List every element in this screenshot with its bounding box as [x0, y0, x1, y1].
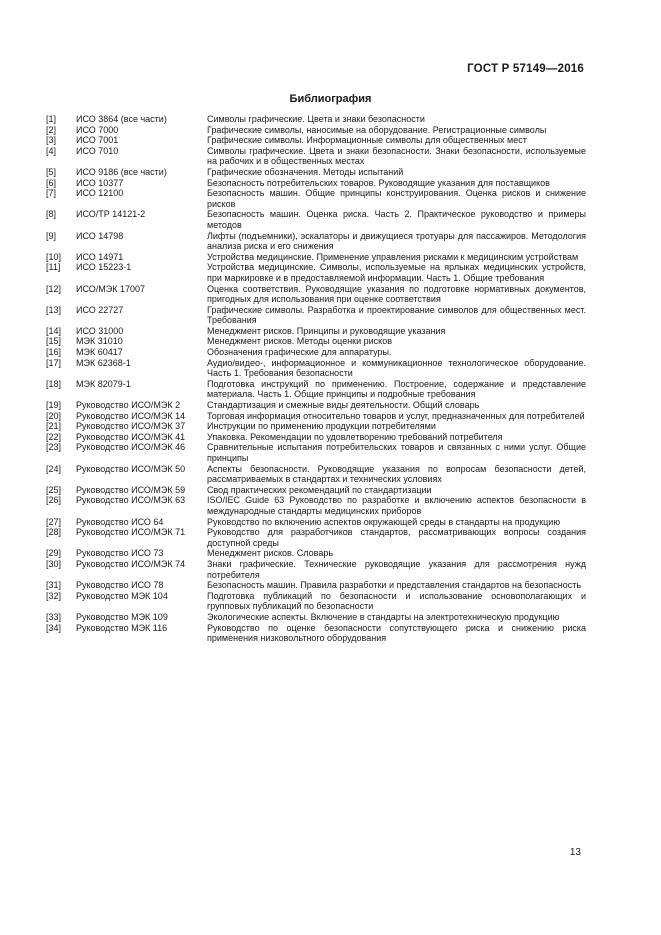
entry-number: [17]: [46, 357, 62, 368]
entry-document: ИСО 31000: [76, 325, 124, 336]
bibliography-entry: [46, 400, 586, 411]
entry-number: [12]: [46, 283, 62, 294]
entry-document: ИСО 14971: [76, 251, 124, 262]
entry-title: Оценка соответствия. Руководящие указания по подготовке нормативных документов, пригодных для использования при оценке соответствия: [207, 283, 586, 305]
bibliography-entry: [46, 464, 586, 485]
entry-title: Свод практических рекомендаций по стандартизации: [207, 484, 432, 495]
entry-document: Руководство ИСО/МЭК 41: [76, 431, 186, 442]
entry-number: [6]: [46, 177, 57, 188]
entry-number: [11]: [46, 262, 61, 273]
entry-number: [26]: [46, 495, 62, 506]
bibliography-entry: [46, 548, 586, 559]
entry-number: [16]: [46, 347, 62, 358]
bibliography-entry: [46, 125, 586, 136]
entry-number: [3]: [46, 135, 57, 146]
entry-number: [2]: [46, 124, 57, 135]
bibliography-entry: [46, 591, 586, 612]
entry-document: МЭК 60417: [76, 347, 123, 358]
entry-number: [25]: [46, 484, 62, 495]
entry-title: Безопасность машин. Оценка риска. Часть 2. Практическое руководство и примеры методов: [207, 209, 586, 230]
entry-number: [34]: [46, 622, 62, 633]
entry-document: ИСО/ТР 14121-2: [76, 209, 146, 220]
entry-document: Руководство ИСО 73: [76, 548, 164, 559]
entry-number: [24]: [46, 463, 62, 474]
entry-title: Безопасность машин. Общие принципы конструирования. Оценка рисков и снижение рисков: [207, 188, 586, 209]
entry-number: [19]: [46, 400, 62, 411]
entry-number: [32]: [46, 590, 62, 601]
entry-document: Руководство ИСО/МЭК 50: [76, 463, 186, 474]
entry-title: Обозначения графические для аппаратуры.: [207, 347, 392, 358]
entry-title: Графические обозначения. Методы испытаний: [207, 166, 404, 177]
entry-title: Знаки графические. Технические руководящие указания для рассмотрения нужд потребителя: [207, 558, 586, 580]
entry-number: [23]: [46, 442, 62, 453]
bibliography-entry: [46, 114, 586, 125]
entry-title: Руководство для разработчиков стандартов, рассматривающих вопросы создания доступной среды: [207, 527, 586, 548]
bibliography-entry: [46, 167, 586, 178]
bibliography-entry: [46, 326, 586, 337]
entry-document: Руководство ИСО/МЭК 74: [76, 558, 186, 569]
entry-number: [9]: [46, 230, 57, 241]
entry-document: ИСО 7001: [76, 135, 119, 146]
entry-number: [10]: [46, 251, 62, 262]
entry-title: Графические символы. Разработка и проектирование символов для общественных мест. Требования: [207, 304, 586, 326]
entry-document: Руководство ИСО/МЭК 2: [76, 400, 181, 411]
entry-number: [30]: [46, 558, 62, 569]
entry-document: Руководство МЭК 109: [76, 611, 168, 622]
bibliography-entry: [46, 209, 586, 230]
bibliography-title: Библиография: [289, 93, 372, 105]
bibliography-entry: [46, 252, 586, 263]
bibliography-entry: [46, 432, 586, 443]
entry-title: Руководство по оценке безопасности сопутствующего риска и снижению риска применения низковольтного оборудования: [207, 622, 586, 644]
entry-number: [13]: [46, 304, 62, 315]
entry-title: Устройства медицинские. Применение управления рисками к медицинским устройствам: [207, 251, 579, 262]
bibliography-entry: [46, 347, 586, 358]
entry-title: Символы графические. Цвета и знаки безопасности. Знаки безопасности, используемые на рабочих и в общественных местах: [207, 145, 586, 167]
entry-document: Руководство ИСО/МЭК 59: [76, 484, 186, 495]
bibliography-entry: [46, 262, 586, 283]
bibliography-entry: [46, 517, 586, 528]
entry-document: Руководство МЭК 116: [76, 622, 168, 633]
entry-document: ИСО 15223-1: [76, 262, 132, 273]
entry-title: ISO/IEC Guide 63 Руководство по разработке и включению аспектов безопасности в международные стандарты медицинских приборов: [207, 495, 586, 516]
entry-number: [18]: [46, 378, 62, 389]
entry-number: [5]: [46, 166, 57, 177]
entry-title: Устройства медицинские. Символы, используемые на ярлыках медицинских устройств, при маркировке и в предоставляемой информации. Часть 1. Общие требования: [207, 262, 586, 283]
entry-document: МЭК 82079-1: [76, 378, 131, 389]
entry-number: [14]: [46, 325, 62, 336]
entry-number: [15]: [46, 336, 62, 347]
entry-title: Лифты (подъемники), эскалаторы и движущиеся тротуары для пассажиров. Методология анализа риска и его снижения: [207, 230, 586, 252]
entry-number: [1]: [46, 114, 57, 124]
entry-title: Графические символы. Информационные символы для общественных мест: [207, 135, 527, 146]
entry-document: ИСО 7000: [76, 124, 119, 135]
entry-document: МЭК 31010: [76, 336, 123, 347]
entry-title: Аспекты безопасности. Руководящие указания по вопросам безопасности детей, рассматриваемых в стандартах и технических условиях: [207, 463, 586, 485]
entry-title: Упаковка. Рекомендации по удовлетворению требований потребителя: [207, 431, 503, 442]
entry-number: [21]: [46, 421, 62, 432]
entry-number: [8]: [46, 209, 57, 220]
bibliography-entry: [46, 379, 586, 400]
bibliography-entry: [46, 442, 586, 463]
bibliography-entry: [46, 336, 586, 347]
bibliography-entry: [46, 559, 586, 580]
entry-document: ИСО 9186 (все части): [76, 166, 167, 177]
bibliography-entry: [46, 178, 586, 189]
bibliography-entry: [46, 135, 586, 146]
entry-document: ИСО 3864 (все части): [76, 114, 167, 124]
entry-number: [7]: [46, 188, 57, 199]
bibliography-entry: [46, 527, 586, 548]
entry-document: Руководство ИСО 64: [76, 516, 164, 527]
entry-title: Экологические аспекты. Включение в стандарты на электротехническую продукцию: [207, 611, 560, 622]
entry-document: МЭК 62368-1: [76, 357, 131, 368]
entry-number: [29]: [46, 548, 62, 559]
entry-document: Руководство ИСО/МЭК 71: [76, 527, 186, 538]
entry-document: Руководство ИСО/МЭК 46: [76, 442, 186, 453]
bibliography-list: [46, 114, 586, 644]
entry-title: Безопасность машин. Правила разработки и представления стандартов на безопасность: [207, 580, 582, 591]
bibliography-entry: [46, 146, 586, 167]
entry-number: [22]: [46, 431, 62, 442]
entry-number: [28]: [46, 527, 62, 538]
document-header-standard: ГОСТ Р 57149—2016: [467, 63, 584, 75]
entry-document: ИСО/МЭК 17007: [76, 283, 146, 294]
entry-title: Графические символы, наносимые на оборудование. Регистрационные символы: [207, 124, 547, 135]
entry-title: Инструкции по применению продукции потребителями: [207, 421, 436, 432]
bibliography-entry: [46, 485, 586, 496]
bibliography-entry: [46, 358, 586, 379]
bibliography-entry: [46, 411, 586, 422]
entry-title: Руководство по включению аспектов окружающей среды в стандарты на продукцию: [207, 516, 561, 527]
entry-title: Безопасность потребительских товаров. Руководящие указания для поставщиков: [207, 177, 550, 188]
entry-number: [27]: [46, 516, 62, 527]
entry-document: ИСО 14798: [76, 230, 124, 241]
bibliography-entry: [46, 421, 586, 432]
entry-number: [31]: [46, 580, 62, 591]
entry-title: Аудио/видео-, информационное и коммуникационное технологическое оборудование. Часть 1. Требования безопасности: [207, 357, 586, 379]
bibliography-entry: [46, 188, 586, 209]
entry-document: ИСО 12100: [76, 188, 124, 199]
entry-document: ИСО 10377: [76, 177, 124, 188]
bibliography-entry: [46, 623, 586, 644]
bibliography-entry: [46, 305, 586, 326]
entry-title: Менеджмент рисков. Принципы и руководящие указания: [207, 325, 446, 336]
bibliography-entry: [46, 495, 586, 516]
entry-document: Руководство ИСО 78: [76, 580, 164, 591]
page-number: 13: [569, 847, 581, 858]
entry-title: Подготовка инструкций по применению. Построение, содержание и представление материала. Часть 1. Общие принципы и подробные требования: [207, 378, 586, 400]
entry-title: Торговая информация относительно товаров и услуг, предназначенных для потребителей: [207, 410, 585, 421]
entry-document: Руководство ИСО/МЭК 14: [76, 410, 186, 421]
entry-title: Менеджмент рисков. Словарь: [207, 548, 334, 559]
entry-document: Руководство ИСО/МЭК 63: [76, 495, 186, 506]
entry-title: Стандартизация и смежные виды деятельности. Общий словарь: [207, 400, 480, 411]
entry-title: Сравнительные испытания потребительских товаров и связанных с ними услуг. Общие принципы: [207, 442, 586, 463]
entry-title: Менеджмент рисков. Методы оценки рисков: [207, 336, 393, 347]
bibliography-entry: [46, 580, 586, 591]
entry-document: Руководство ИСО/МЭК 37: [76, 421, 186, 432]
bibliography-entry: [46, 231, 586, 252]
entry-number: [4]: [46, 145, 57, 156]
entry-title: Символы графические. Цвета и знаки безопасности: [207, 114, 425, 124]
entry-document: ИСО 22727: [76, 304, 124, 315]
entry-title: Подготовка публикаций по безопасности и использование основополагающих и групповых публикаций по безопасности: [207, 590, 586, 612]
entry-number: [20]: [46, 410, 62, 421]
entry-document: Руководство МЭК 104: [76, 590, 168, 601]
bibliography-entry: [46, 284, 586, 305]
entry-number: [33]: [46, 611, 62, 622]
bibliography-entry: [46, 612, 586, 623]
entry-document: ИСО 7010: [76, 145, 119, 156]
